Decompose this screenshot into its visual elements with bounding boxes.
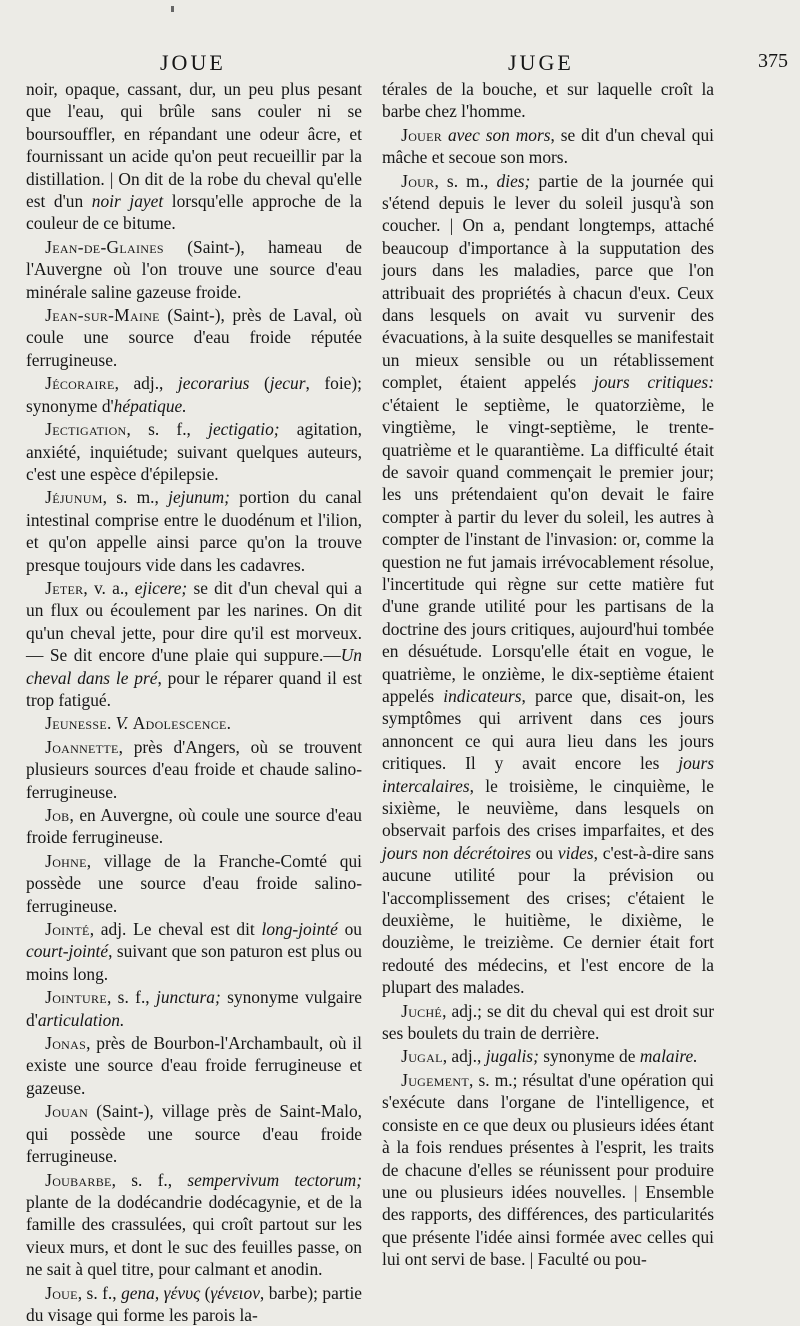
entry-paragraph — [26, 372, 362, 417]
entry-text: , barbe); partie du visage qui forme les parois la- — [26, 1282, 362, 1325]
italic-term: malaire. — [639, 1046, 698, 1067]
entry-text: , foie); synonyme d' — [26, 373, 362, 416]
entry-text: plante de la dodécandrie dodécagynie, et de la famille des crassulées, qui croît partout sur les vieux murs, et dont le suc des feuilles passe, on ne sait à quel titre, pour calmant et anodin. — [26, 1191, 362, 1280]
entry-text: synonyme de — [538, 1046, 640, 1067]
entry-text: , adj., — [442, 1046, 486, 1067]
entry-text: noir, opaque, cassant, dur, un peu plus pesant que l'eau, qui brûle sans couler ni se boursouffler, en répandant une odeur âcre, et fournissant un acide qu'on peut recueillir par la distillation. | On dit de la robe du cheval qu'elle est d'un — [26, 79, 362, 212]
italic-term: jugalis; — [485, 1046, 539, 1067]
italic-term: court-jointé — [26, 941, 109, 962]
entry-headword: Juché — [401, 1000, 443, 1021]
entry-text: , s. m.; résultat d'une opération qui s'exécute dans l'organe de l'intelligence, et consiste en ce que deux ou plusieurs idées étant à la fois rendues présentes à l'esprit, les traits de chacune d'elles se réunissent pour produire une ou plusieurs idées nouvelles. | Ensemble des rapports, des différences, des particularités que présente l'idée ainsi formée avec celles qui lui ont servi de base. | Faculté ou pou- — [382, 1069, 714, 1270]
entry-paragraph — [382, 1069, 714, 1271]
entry-text: partie de la journée qui s'étend depuis le lever du soleil jusqu'à son coucher. | On a, pendant longtemps, attaché beaucoup d'importance à la supputation des jours dans les maladies, parce que l'on attribuait des propriétés à chacun d'eux. Ceux dans lesquels on avait vu survenir des évacuations, à la suite desquelles se manifestait un mieux sensible ou un rétablissement complet, étaient appelés — [382, 170, 714, 393]
entry-headword: Jectigation — [45, 419, 127, 440]
entry-text: , suivant que son paturon est plus ou moins long. — [26, 941, 362, 984]
entry-headword: Jonas — [45, 1033, 87, 1054]
entry-text: , s. f., — [111, 1169, 188, 1190]
italic-term: jecorarius — [177, 373, 250, 394]
italic-term: jejunum; — [168, 487, 230, 508]
entry-headword: Jeter — [45, 577, 84, 598]
entry-headword: Jéjunum — [45, 487, 103, 508]
entry-text: , s. m., — [434, 170, 497, 191]
entry-paragraph — [382, 124, 714, 169]
entry-paragraph — [26, 918, 362, 985]
italic-term: vides — [557, 842, 594, 863]
entry-text: ( — [249, 373, 270, 394]
entry-text: , s. m., — [102, 487, 169, 508]
entry-headword: Johne — [45, 850, 87, 871]
entry-paragraph — [382, 1000, 714, 1045]
entry-headword: Jécoraire — [45, 373, 115, 394]
italic-term: V. — [115, 713, 129, 734]
entry-text: , s. f., — [106, 987, 157, 1008]
italic-term: jecur — [269, 373, 306, 394]
italic-term: long-jointé — [261, 919, 338, 940]
entry-paragraph — [26, 1032, 362, 1099]
italic-term: γένειον — [210, 1282, 260, 1303]
italic-term: indicateurs — [443, 685, 522, 706]
entry-paragraph — [382, 78, 714, 123]
italic-term: noir jayet — [91, 191, 164, 212]
entry-text: se dit d'un cheval qui a un flux ou écoulement par les narines. On dit qu'un cheval jette, pour dire qu'il est morveux. — Se dit encore d'une plaie qui suppure.— — [26, 577, 362, 666]
left-column — [26, 78, 362, 1326]
italic-term: dies; — [496, 170, 531, 191]
entry-text: c'étaient le septième, le quatorzième, le vingtième, le vingt-septième, le trente-quatrième et le quarantième. La difficulté était de savoir quand commençait le premier jour; les uns prétendaient qu'on devait le faire compter à partir du lever du soleil, les autres à compter de l'instant de l'invasion: or, comme la question ne fut jamais irrévocablement résolue, l'incertitude qui règne sur cette matière fut d'une grande utilité pour les partisans de la doctrine des jours critiques, aujourd'hui tombée en désuétude. Lorsqu'elle était en vogue, le quatrième, le onzième, le dix-septième étaient appelés — [382, 394, 714, 706]
entry-paragraph — [26, 986, 362, 1031]
entry-text: , se dit d'un cheval qui mâche et secoue son mors. — [382, 124, 714, 168]
entry-headword: Joubarbe — [45, 1169, 112, 1190]
entry-text: , village de la Franche-Comté qui possède une source d'eau froide salino-ferrugineuse. — [26, 850, 362, 916]
entry-text: , adj., — [114, 373, 178, 394]
entry-paragraph — [26, 1100, 362, 1167]
entry-text: , près d'Angers, où se trouvent plusieurs sources d'eau froide et chaude salino-ferrugineuse. — [26, 736, 362, 802]
entry-text: ou — [337, 919, 362, 940]
entry-headword: Jouer — [401, 124, 443, 145]
entry-paragraph — [26, 577, 362, 711]
entry-text: (Saint-), hameau de l'Auvergne où l'on trouve une source d'eau minérale saline gazeuse froide. — [26, 236, 362, 302]
entry-text: . — [226, 713, 231, 734]
entry-text: . — [106, 713, 116, 734]
italic-term: Un cheval dans le pré — [26, 645, 362, 688]
italic-term: junctura; — [156, 987, 221, 1008]
entry-paragraph — [382, 1045, 714, 1067]
right-column — [382, 78, 714, 1271]
entry-headword: Jeunesse — [45, 713, 107, 734]
entry-text: , en Auvergne, où coule une source d'eau froide ferrugineuse. — [26, 805, 362, 848]
entry-text: ou — [530, 842, 558, 863]
italic-term: jours critiques: — [593, 372, 714, 393]
entry-text: agitation, anxiété, inquiétude; suivant quelques auteurs, c'est une espèce d'épilepsie. — [26, 419, 363, 484]
italic-term: sempervivum tectorum; — [187, 1169, 362, 1190]
entry-text: synonyme vulgaire d' — [26, 987, 362, 1030]
header-right-word: JUGE — [508, 50, 574, 75]
entry-text: , c'est-à-dire sans aucune utilité pour la prévision ou l'accomplissement des crises; c'étaient le deuxième, le huitième, le dixième, le douzième, le treizième. Ce dernier était fort redouté des médecins, et l'est encore de la plupart des malades. — [382, 842, 714, 998]
running-header — [0, 50, 800, 80]
entry-headword: Jugal — [401, 1046, 443, 1067]
entry-headword: Joue — [45, 1282, 78, 1303]
entry-text: , v. a., — [83, 577, 135, 598]
italic-term: jectigatio; — [208, 419, 280, 440]
italic-term: hépatique. — [113, 395, 187, 416]
entry-text: , adj.; se dit du cheval qui est droit sur ses boulets du train de derrière. — [382, 1000, 714, 1044]
entry-headword: Job — [45, 805, 70, 825]
entry-paragraph — [26, 1282, 362, 1326]
entry-headword: Jointure — [45, 987, 107, 1008]
entry-text: , adj. Le cheval est dit — [89, 919, 262, 940]
italic-term: articulation. — [37, 1009, 125, 1030]
entry-headword: Jean-sur-Maine — [45, 305, 160, 326]
entry-headword: Jointé — [45, 919, 90, 940]
italic-term: γένυς — [163, 1282, 201, 1303]
entry-text: , s. f., — [126, 419, 209, 440]
entry-text: (Saint-), près de Laval, où coule une source d'eau froide réputée ferrugineuse. — [26, 305, 362, 370]
entry-text: (Saint-), village près de Saint-Malo, qui possède une source d'eau froide ferrugineuse. — [26, 1101, 362, 1167]
entry-paragraph — [26, 804, 362, 849]
entry-paragraph — [26, 486, 362, 576]
entry-text: , parce que, disait-on, les symptômes qui arrivent dans ces jours annoncent ce qui aura lieu dans les jours critiques. Il y avait encore les — [382, 685, 714, 774]
entry-text: térales de la bouche, et sur laquelle croît la barbe chez l'homme. — [382, 79, 714, 122]
entry-paragraph — [26, 712, 362, 734]
italic-term: ejicere; — [134, 577, 188, 598]
entry-text: , — [154, 1282, 164, 1303]
entry-text: , s. f., — [77, 1282, 122, 1303]
entry-paragraph — [26, 736, 362, 803]
entry-text: lorsqu'elle approche de la couleur de ce bitume. — [26, 191, 363, 234]
entry-paragraph — [26, 850, 362, 917]
entry-headword: Joannette — [45, 736, 119, 757]
page-number: 375 — [758, 50, 788, 72]
entry-text: , près de Bourbon-l'Archambault, où il existe une source d'eau froide ferrugineuse et gazeuse. — [26, 1033, 362, 1098]
entry-text: , le troisième, le cinquième, le sixième, le neuvième, dans lesquels on observait parfois des crises imparfaites, et des — [382, 775, 714, 841]
entry-text: portion du canal intestinal comprise entre le duodénum et l'ilion, et qu'on appelle ainsi parce qu'on la trouve presque toujours vide dans les cadavres. — [26, 487, 362, 575]
entry-headword: Adolescence — [132, 713, 227, 734]
italic-term: gena — [121, 1282, 155, 1303]
entry-paragraph — [382, 170, 714, 999]
entry-headword: Jean-de-Glaines — [45, 236, 164, 257]
italic-term: jours non décrétoires — [382, 842, 531, 863]
entry-paragraph — [26, 1169, 362, 1281]
print-mark — [171, 6, 174, 12]
entry-headword: Jour — [401, 170, 435, 191]
entry-paragraph — [26, 304, 362, 371]
entry-headword: Jugement — [401, 1069, 469, 1090]
entry-paragraph — [26, 236, 362, 303]
entry-text: , pour le réparer quand il est trop fatigué. — [26, 667, 362, 710]
header-left-word: JOUE — [160, 50, 226, 75]
italic-term: jours intercalaires — [382, 753, 714, 796]
entry-headword: Jouan — [45, 1101, 89, 1122]
italic-term: avec son mors — [447, 124, 551, 145]
entry-paragraph — [26, 78, 362, 235]
entry-text: ( — [200, 1282, 211, 1303]
entry-paragraph — [26, 418, 362, 485]
